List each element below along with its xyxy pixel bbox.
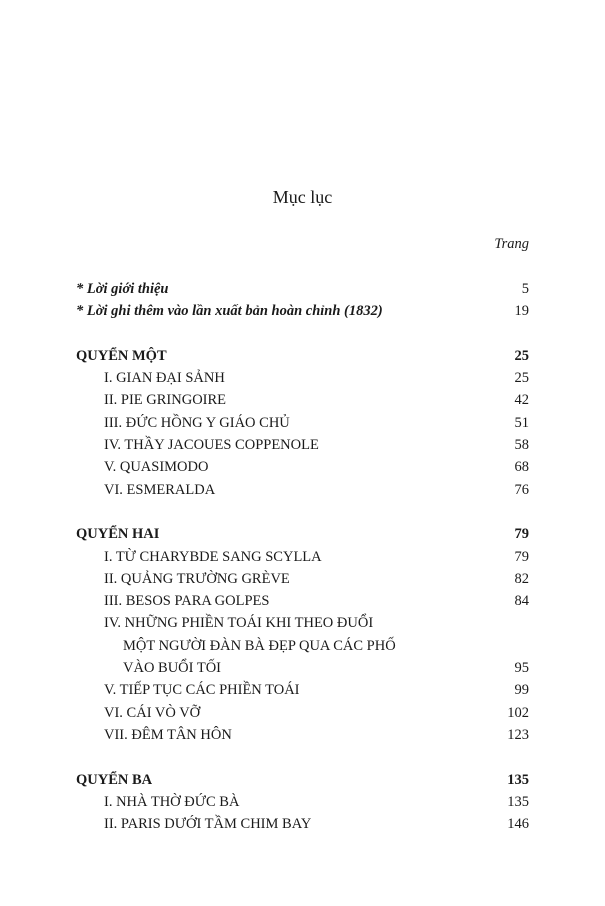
entry-page-number: 25: [514, 370, 529, 387]
page-column-label: Trang: [494, 236, 529, 252]
toc-chapter-entry: [76, 479, 529, 501]
entry-title-line: I. NHÀ THỜ ĐỨC BÀ: [104, 793, 240, 810]
toc-chapter-entry: [76, 367, 529, 389]
entry-page-number: 19: [514, 303, 529, 320]
toc-chapter-entry: [76, 568, 529, 590]
entry-title: [76, 724, 232, 746]
entry-title-line: * Lời ghi thêm vào lần xuất bản hoàn chỉnh (1832): [76, 303, 383, 320]
entry-title: [76, 791, 239, 813]
entry-page-number: 58: [514, 437, 529, 454]
entry-title: [76, 278, 169, 300]
entry-title-line: VI. CÁI VÒ VỠ: [104, 704, 201, 721]
entry-title-line: I. TỪ CHARYBDE SANG SCYLLA: [104, 548, 322, 565]
toc-chapter-entry: [76, 702, 529, 724]
entry-title: [76, 389, 226, 411]
entry-page-number: 79: [514, 548, 529, 565]
toc-intro-entry: [76, 278, 529, 300]
entry-title-line: V. TIẾP TỤC CÁC PHIỀN TOÁI: [104, 682, 300, 699]
toc-chapter-entry: [76, 724, 529, 746]
entry-title: [76, 345, 167, 367]
toc-chapter-entry: [76, 791, 529, 813]
entry-title-line: II. QUẢNG TRƯỜNG GRÈVE: [104, 570, 290, 587]
entry-title: [76, 456, 208, 478]
entry-title: [76, 434, 319, 456]
entry-page-number: 123: [507, 726, 529, 743]
entry-page-number: 146: [507, 816, 529, 833]
toc-chapter-entry: [76, 434, 529, 456]
toc-book-entry: [76, 769, 529, 791]
page-title: Mục lục: [272, 187, 333, 207]
entry-title: [76, 568, 290, 590]
entry-title-line: VI. ESMERALDA: [104, 481, 216, 498]
entry-page-number: 68: [514, 459, 529, 476]
entry-page-number: 25: [514, 347, 529, 364]
entry-page-number: 99: [514, 682, 529, 699]
toc-chapter-entry: [76, 389, 529, 411]
entry-title: [76, 612, 396, 679]
entry-title-line: * Lời giới thiệu: [76, 281, 169, 297]
entry-title-line: III. ĐỨC HỒNG Y GIÁO CHỦ: [104, 414, 290, 431]
entry-title-line: MỘT NGƯỜI ĐÀN BÀ ĐẸP QUA CÁC PHỐ: [123, 637, 396, 654]
toc-chapter-entry: [76, 456, 529, 478]
entry-title: [76, 367, 225, 389]
toc-chapter-entry: [76, 590, 529, 612]
entry-title-line: VII. ĐÊM TÂN HÔN: [104, 726, 232, 743]
entry-page-number: 95: [514, 660, 529, 677]
entry-title: [76, 479, 215, 501]
entry-page-number: 51: [514, 414, 529, 431]
entry-title-line: II. PIE GRINGOIRE: [104, 392, 227, 409]
entry-page-number: 5: [521, 281, 529, 297]
toc-chapter-entry: [76, 546, 529, 568]
entry-title: [76, 300, 383, 322]
table-of-contents: [76, 278, 529, 835]
entry-title-line: QUYỂN MỘT: [76, 347, 167, 364]
entry-title-line: IV. NHỮNG PHIỀN TOÁI KHI THEO ĐUỔI: [104, 615, 374, 632]
toc-book-entry: [76, 523, 529, 545]
toc-chapter-entry: [76, 679, 529, 701]
entry-title: [76, 769, 152, 791]
entry-page-number: 79: [514, 526, 529, 543]
entry-title-line: III. BESOS PARA GOLPES: [104, 593, 270, 610]
entry-title-line: I. GIAN ĐẠI SẢNH: [104, 370, 225, 387]
entry-title: [76, 546, 322, 568]
toc-book-entry: [76, 345, 529, 367]
entry-page-number: 82: [514, 570, 529, 587]
toc-intro-entry: [76, 300, 529, 322]
entry-title-line: QUYỂN BA: [76, 771, 153, 788]
entry-title: [76, 702, 200, 724]
entry-page-number: 135: [507, 771, 529, 788]
entry-title: [76, 590, 269, 612]
entry-title: [76, 412, 290, 434]
entry-page-number: 135: [507, 793, 529, 810]
entry-title: [76, 679, 300, 701]
entry-title: [76, 813, 311, 835]
toc-chapter-entry: [76, 612, 529, 679]
toc-chapter-entry: [76, 412, 529, 434]
entry-page-number: 42: [514, 392, 529, 409]
entry-page-number: 76: [514, 481, 529, 498]
toc-chapter-entry: [76, 813, 529, 835]
entry-title-line: VÀO BUỔI TỐI: [123, 660, 222, 677]
entry-page-number: 102: [507, 704, 529, 721]
entry-title-line: IV. THẦY JACOUES COPPENOLE: [104, 437, 319, 454]
entry-page-number: 84: [514, 593, 529, 610]
entry-title: [76, 523, 159, 545]
entry-title-line: V. QUASIMODO: [104, 459, 209, 476]
entry-title-line: QUYỂN HAI: [76, 526, 160, 543]
entry-title-line: II. PARIS DƯỚI TẦM CHIM BAY: [104, 816, 312, 833]
